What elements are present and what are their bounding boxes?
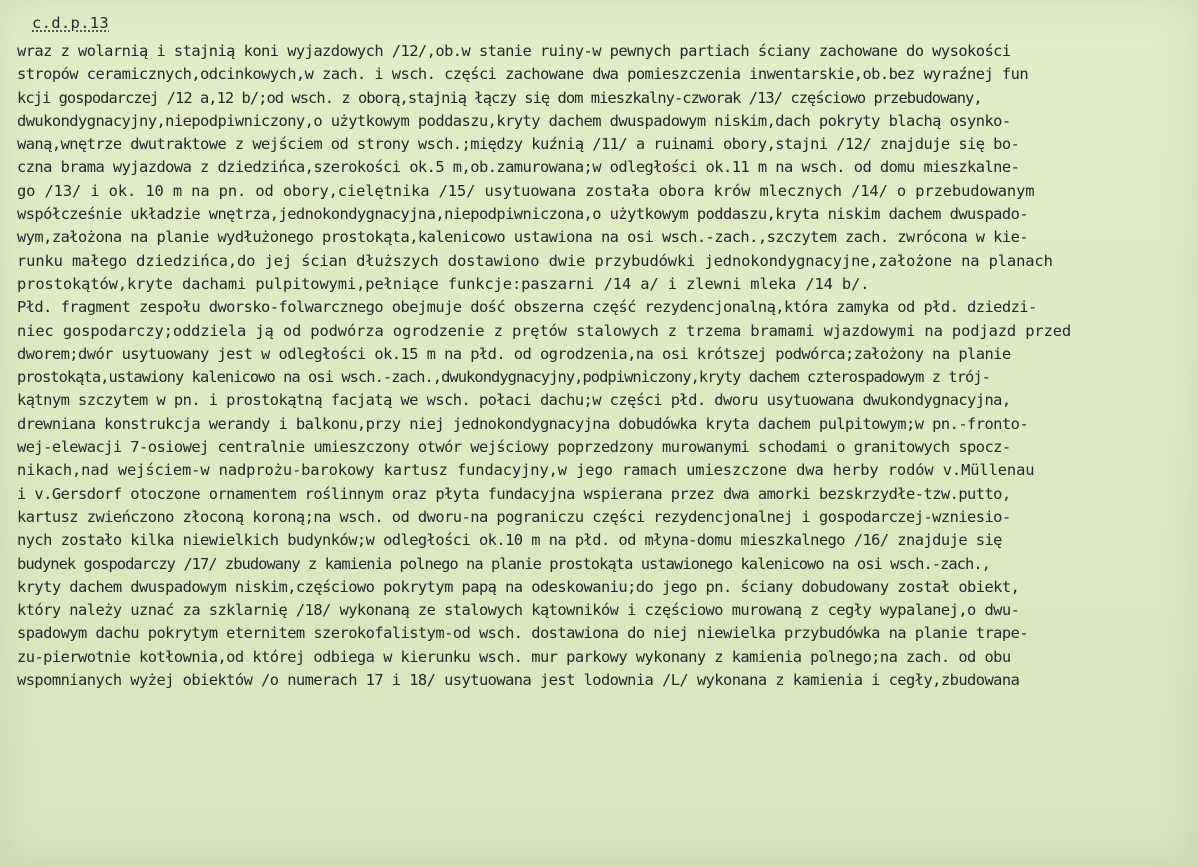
- text-line-10: runku małego dziedzińca,do jej ścian dłuższych dostawiono dwie przybudówki jednokondygnacyjne,założone na planach: [17, 251, 1053, 270]
- text-line-15: prostokąta,ustawiony kalenicowo na osi wsch.-zach.,dwukondygnacyjny,podpiwniczony,kryty dachem czterospadowym z trój-: [17, 368, 990, 387]
- page-number-header: c.d.p.13: [32, 14, 110, 32]
- text-line-20: i v.Gersdorf otoczone ornamentem roślinnym oraz płyta fundacyjna wspierana przez dwa amorki bezskrzydłe-tzw.putto,: [17, 484, 1011, 503]
- text-line-13: niec gospodarczy;oddziela ją od podwórza ogrodzenie z prętów stalowych z trzema bramami wjazdowymi na podjazd przed: [17, 321, 1072, 340]
- text-line-1: wraz z wolarnią i stajnią koni wyjazdowych /12/,ob.w stanie ruiny-w pewnych partiach ściany zachowane do wysokości: [17, 42, 1011, 60]
- text-line-18: wej-elewacji 7-osiowej centralnie umieszczony otwór wejściowy poprzedzony murowanymi schodami o granitowych spocz-: [17, 438, 1011, 457]
- text-line-6: czna brama wyjazdowa z dziedzińca,szerokości ok.5 m,ob.zamurowana;w odległości ok.11 m na wsch. od domu mieszkalne-: [17, 158, 1020, 177]
- text-line-25: który należy uznać za szklarnię /18/ wykonaną ze stalowych kątowników i częściowo murowaną z cegły wypalanej,o dwu-: [17, 601, 1020, 620]
- text-line-24: kryty dachem dwuspadowym niskim,częściowo pokrytym papą na odeskowaniu;do jego pn. ściany dobudowany został obiekt,: [17, 577, 1020, 596]
- text-line-7: go /13/ i ok. 10 m na pn. od obory,cielętnika /15/ usytuowana została obora krów mlecznych /14/ o przebudowanym: [17, 181, 1035, 200]
- text-line-2: stropów ceramicznych,odcinkowych,w zach. i wsch. części zachowane dwa pomieszczenia inwentarskie,ob.bez wyraźnej fun: [17, 65, 1029, 84]
- text-line-11: prostokątów,kryte dachami pulpitowymi,pełniące funkcje:paszarni /14 a/ i zlewni mleka /14 b/.: [17, 274, 870, 293]
- text-line-14: dworem;dwór usytuowany jest w odległości ok.15 m na płd. od ogrodzenia,na osi krótszej podwórca;założony na planie: [17, 344, 1011, 363]
- text-line-23: budynek gospodarczy /17/ zbudowany z kamienia polnego na planie prostokąta ustawionego kalenicowo na osi wsch.-zach.,: [17, 554, 990, 573]
- text-line-17: drewniana konstrukcja werandy i balkonu,przy niej jednokondygnacyjna dobudówka kryta dachem pulpitowym;w pn.-fronto-: [17, 414, 1029, 433]
- text-line-12: Płd. fragment zespołu dworsko-folwarcznego obejmuje dość obszerna część rezydencjonalną,która zamyka od płd. dziedzi-: [17, 298, 1037, 317]
- text-line-8: współcześnie układzie wnętrza,jednokondygnacyjna,niepodpiwniczona,o użytkowym poddaszu,kryta niskim dachem dwuspado-: [17, 205, 1029, 224]
- text-line-26: spadowym dachu pokrytym eternitem szerokofalistym-od wsch. dostawiona do niej niewielka przybudówka na planie trape-: [17, 624, 1029, 643]
- text-line-4: dwukondygnacyjny,niepodpiwniczony,o użytkowym poddaszu,kryty dachem dwuspadowym niskim,dach pokryty blachą osynko-: [17, 111, 1011, 130]
- text-line-21: kartusz zwieńczono złoconą koroną;na wsch. od dworu-na pograniczu części rezydencjonalnej i gospodarczej-wzniesio-: [17, 507, 1011, 526]
- text-line-27: zu-pierwotnie kotłownia,od której odbiega w kierunku wsch. mur parkowy wykonany z kamienia polnego;na zach. od obu: [17, 647, 1011, 666]
- text-line-28: wspomnianych wyżej obiektów /o numerach 17 i 18/ usytuowana jest lodownia /L/ wykonana z kamienia i cegły,zbudowana: [17, 671, 1020, 690]
- text-line-9: wym,założona na planie wydłużonego prostokąta,kalenicowo ustawiona na osi wsch.-zach.,szczytem zach. zwrócona w kie-: [17, 228, 1029, 247]
- text-line-19: nikach,nad wejściem-w nadprożu-barokowy kartusz fundacyjny,w jego ramach umieszczone dwa herby rodów v.Müllenau: [17, 461, 1035, 480]
- text-line-16: kątnym szczytem w pn. i prostokątną facjatą we wsch. połaci dachu;w części płd. dworu usytuowana dwukondygnacyjna,: [17, 391, 1011, 410]
- text-line-22: nych zostało kilka niewielkich budynków;w odległości ok.10 m na płd. od młyna-domu mieszkalnego /16/ znajduje się: [17, 531, 1002, 550]
- text-line-3: kcji gospodarczej /12 a,12 b/;od wsch. z oborą,stajnią łączy się dom mieszkalny-czworak /13/ częściowo przebudowany,: [17, 88, 982, 107]
- typewritten-body: [17, 40, 1195, 692]
- text-line-5: waną,wnętrze dwutraktowe z wejściem od strony wsch.;między kuźnią /11/ a ruinami obory,stajni /12/ znajduje się bo-: [17, 135, 1020, 154]
